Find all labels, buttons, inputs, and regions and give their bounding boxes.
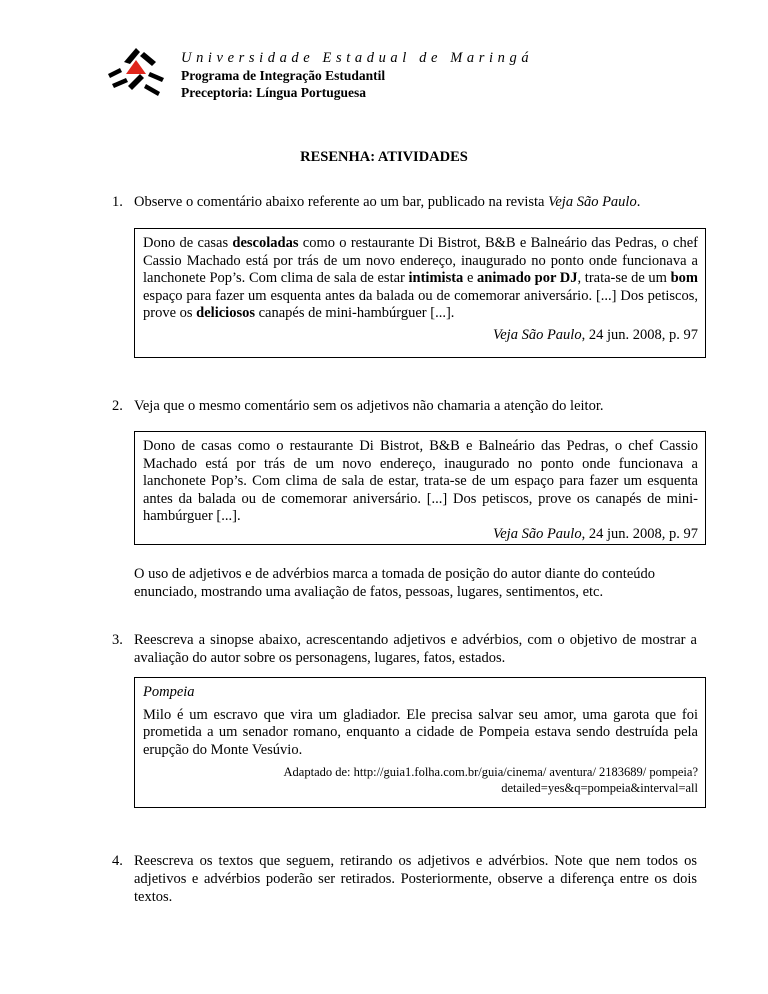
synopsis-heading: Pompeia xyxy=(143,684,195,700)
synopsis-source: Adaptado de: http://guia1.folha.com.br/guia/cinema/ aventura/ 2183689/ pompeia? detailed=yes&q=pompeia&interval=all xyxy=(283,765,698,795)
quote-box-2 xyxy=(134,431,706,545)
question-text: Veja que o mesmo comentário sem os adjetivos não chamaria a atenção do leitor. xyxy=(134,398,604,414)
quote-source: Veja São Paulo, 24 jun. 2008, p. 97 xyxy=(492,326,698,343)
quote-text: Dono de casas como o restaurante Di Bistrot, B&B e Balneário das Pedras, o chef Cassio Machado está por trás de um novo endereço, inaugurado no ponto onde funcionava a lanchonete Pop’s. Com clima de sala de estar, trata-se de um espaço para fazer um esquenta antes da balada ou de comemorar aniversário. [...] Dos petiscos, prove os canapés de mini-hambúrguer [...]. xyxy=(143,438,698,524)
preceptoria-name: Preceptoria: Língua Portuguesa xyxy=(181,85,366,100)
question-text: Observe o comentário abaixo referente ao um bar, publicado na revista Veja São Paulo. xyxy=(134,194,641,210)
question-2 xyxy=(112,397,697,415)
quote-box-3 xyxy=(134,677,706,808)
question-number: 1. xyxy=(112,194,123,210)
question-3 xyxy=(112,631,697,667)
question-text: Reescreva a sinopse abaixo, acrescentando adjetivos e advérbios, com o objetivo de mostrar a avaliação do autor sobre os personagens, lugares, fatos, estados. xyxy=(134,632,697,666)
question-number: 3. xyxy=(112,632,123,648)
synopsis-text: Milo é um escravo que vira um gladiador. Ele precisa salvar seu amor, uma garota que foi prometida a um senador romano, enquanto a cidade de Pompeia estava sendo destruída pela erupção do Monte Vesúvio. xyxy=(143,706,698,758)
explanation-paragraph: O uso de adjetivos e de advérbios marca a tomada de posição do autor diante do conteúdo enunciado, mostrando uma avaliação de fatos, pessoas, lugares, sentimentos, etc. xyxy=(134,566,656,600)
question-1 xyxy=(112,193,697,211)
page-title: RESENHA: ATIVIDADES xyxy=(300,149,468,165)
program-name: Programa de Integração Estudantil xyxy=(181,68,386,83)
quote-source: Veja São Paulo, 24 jun. 2008, p. 97 xyxy=(492,525,698,542)
university-logo-icon xyxy=(106,40,168,102)
question-text: Reescreva os textos que seguem, retirando os adjetivos e advérbios. Note que nem todos os adjetivos e advérbios poderão ser retirados. Posteriormente, observe a diferença entre os dois textos. xyxy=(134,853,697,905)
page-header xyxy=(181,50,533,101)
question-number: 4. xyxy=(112,853,123,869)
university-name: Universidade Estadual de Maringá xyxy=(181,50,534,66)
question-4 xyxy=(112,852,697,906)
quote-text: Dono de casas descoladas como o restaurante Di Bistrot, B&B e Balneário das Pedras, o chef Cassio Machado está por trás de um novo endereço, inaugurado no ponto onde funcionava a lanchonete Pop’s. Com clima de sala de estar intimista e animado por DJ, trata-se de um bom espaço para fazer um esquenta antes da balada ou de comemorar aniversário. [...] Dos petiscos, prove os deliciosos canapés de mini-hambúrguer [...]. xyxy=(143,235,698,321)
quote-box-1 xyxy=(134,228,706,358)
question-number: 2. xyxy=(112,398,123,414)
